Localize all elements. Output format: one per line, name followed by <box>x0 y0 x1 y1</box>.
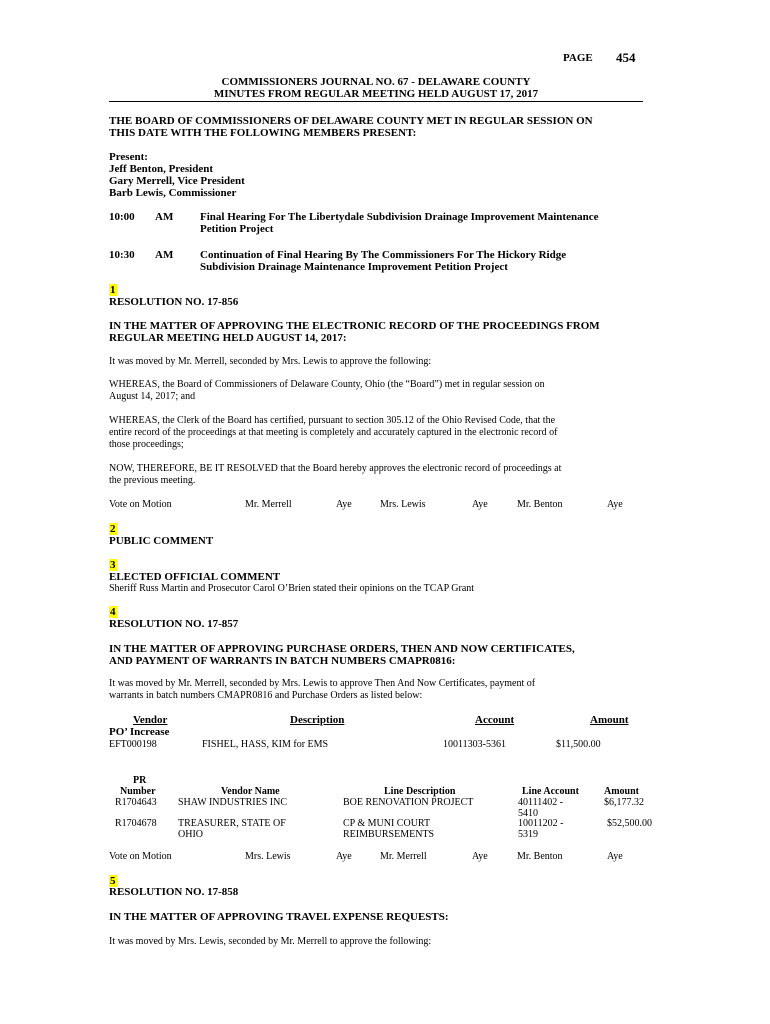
motion-text: It was moved by Mr. Merrell, seconded by Mrs. Lewis to approve the following: <box>109 356 432 367</box>
po-vendor: EFT000198 <box>109 739 157 750</box>
po-account: 10011303-5361 <box>443 739 506 750</box>
pr-amount: $52,500.00 <box>607 818 652 829</box>
minutes-title: MINUTES FROM REGULAR MEETING HELD AUGUST 17, 2017 <box>213 88 539 100</box>
agenda-item-line: Final Hearing For The Libertydale Subdivision Drainage Improvement Maintenance <box>200 211 599 223</box>
member-president: Jeff Benton, President <box>109 163 213 175</box>
resolution-title-line: IN THE MATTER OF APPROVING THE ELECTRONIC RECORD OF THE PROCEEDINGS FROM <box>109 320 600 332</box>
po-amount: $11,500.00 <box>556 739 601 750</box>
po-header-amount: Amount <box>590 714 629 726</box>
po-description: FISHEL, HASS, KIM for EMS <box>202 739 329 750</box>
voter-name: Mr. Merrell <box>380 851 427 862</box>
item-number-badge: 1 <box>110 284 116 296</box>
agenda-item-line: Continuation of Final Hearing By The Commissioners For The Hickory Ridge <box>200 249 567 261</box>
voter-name: Mrs. Lewis <box>380 499 426 510</box>
pr-line-account: 5410 <box>518 808 538 819</box>
resolution-title-line: AND PAYMENT OF WARRANTS IN BATCH NUMBERS CMAPR0816: <box>109 655 456 667</box>
item-number-badge: 4 <box>110 606 116 618</box>
resolved-line: NOW, THEREFORE, BE IT RESOLVED that the Board hereby approves the electronic record of proceedings at <box>109 463 562 474</box>
intro-line-1: THE BOARD OF COMMISSIONERS OF DELAWARE COUNTY MET IN REGULAR SESSION ON <box>109 115 593 127</box>
section-title: PUBLIC COMMENT <box>109 535 214 547</box>
item-number-badge: 5 <box>110 875 116 887</box>
whereas-line: WHEREAS, the Clerk of the Board has certified, pursuant to section 305.12 of the Ohio Revised Code, that the <box>109 415 556 426</box>
item-number-badge: 2 <box>110 523 116 535</box>
pr-header-number: Number <box>120 786 156 797</box>
resolved-line: the previous meeting. <box>109 475 196 486</box>
item-number-badge: 3 <box>110 559 116 571</box>
resolution-number: RESOLUTION NO. 17-858 <box>109 886 239 898</box>
pr-number: R1704643 <box>115 797 157 808</box>
comment-text: Sheriff Russ Martin and Prosecutor Carol O’Brien stated their opinions on the TCAP Grant <box>109 583 475 594</box>
whereas-line: August 14, 2017; and <box>109 391 196 402</box>
pr-amount: $6,177.32 <box>604 797 644 808</box>
po-header-vendor: Vendor <box>133 714 168 726</box>
resolution-title-line: IN THE MATTER OF APPROVING PURCHASE ORDERS, THEN AND NOW CERTIFICATES, <box>109 643 575 655</box>
agenda-ampm: AM <box>155 249 174 261</box>
present-label: Present: <box>109 151 148 163</box>
page-number: 454 <box>616 50 636 65</box>
vote-value: Aye <box>472 851 488 862</box>
voter-name: Mrs. Lewis <box>245 851 291 862</box>
pr-vendor: TREASURER, STATE OF <box>178 818 286 829</box>
voter-name: Mr. Benton <box>517 499 563 510</box>
vote-value: Aye <box>607 851 623 862</box>
po-header-account: Account <box>475 714 515 726</box>
member-vice-president: Gary Merrell, Vice President <box>109 175 245 187</box>
pr-line-account: 10011202 - <box>518 818 564 829</box>
header-divider <box>109 101 643 102</box>
pr-vendor: OHIO <box>178 829 203 840</box>
pr-line-description: CP & MUNI COURT <box>343 818 431 829</box>
resolution-title-line: IN THE MATTER OF APPROVING TRAVEL EXPENSE REQUESTS: <box>109 911 449 923</box>
vote-label: Vote on Motion <box>109 851 172 862</box>
voter-name: Mr. Merrell <box>245 499 292 510</box>
pr-line-description: REIMBURSEMENTS <box>343 829 435 840</box>
journal-title: COMMISSIONERS JOURNAL NO. 67 - DELAWARE COUNTY <box>221 76 531 88</box>
po-section-label: PO’ Increase <box>109 726 170 738</box>
section-title: ELECTED OFFICIAL COMMENT <box>109 571 281 583</box>
vote-value: Aye <box>607 499 623 510</box>
whereas-line: WHEREAS, the Board of Commissioners of Delaware County, Ohio (the “Board”) met in regular session on <box>109 379 545 390</box>
pr-line-account: 40111402 - <box>518 797 564 808</box>
voter-name: Mr. Benton <box>517 851 563 862</box>
whereas-line: those proceedings; <box>109 439 184 450</box>
resolution-title-line: REGULAR MEETING HELD AUGUST 14, 2017: <box>109 332 347 344</box>
vote-value: Aye <box>472 499 488 510</box>
member-commissioner: Barb Lewis, Commissioner <box>109 187 237 199</box>
agenda-item-line: Subdivision Drainage Maintenance Improvement Petition Project <box>200 261 508 273</box>
vote-value: Aye <box>336 851 352 862</box>
pr-number: R1704678 <box>115 818 157 829</box>
intro-line-2: THIS DATE WITH THE FOLLOWING MEMBERS PRESENT: <box>109 127 417 139</box>
vote-value: Aye <box>336 499 352 510</box>
agenda-time: 10:30 <box>109 249 135 261</box>
motion-text: It was moved by Mrs. Lewis, seconded by Mr. Merrell to approve the following: <box>109 936 432 947</box>
agenda-time: 10:00 <box>109 211 135 223</box>
pr-header-line-account: Line Account <box>522 786 579 797</box>
whereas-line: entire record of the proceedings at that meeting is completely and accurately captured in the electronic record of <box>109 427 558 438</box>
pr-header-amount: Amount <box>604 786 640 797</box>
vote-label: Vote on Motion <box>109 499 172 510</box>
pr-vendor: SHAW INDUSTRIES INC <box>178 797 288 808</box>
resolution-number: RESOLUTION NO. 17-856 <box>109 296 239 308</box>
motion-text: warrants in batch numbers CMAPR0816 and Purchase Orders as listed below: <box>109 690 423 701</box>
pr-header-line-description: Line Description <box>384 786 456 797</box>
pr-line-description: BOE RENOVATION PROJECT <box>343 797 474 808</box>
pr-header-vendor: Vendor Name <box>221 786 280 797</box>
agenda-item-line: Petition Project <box>200 223 274 235</box>
page-label: PAGE <box>563 52 593 64</box>
resolution-number: RESOLUTION NO. 17-857 <box>109 618 239 630</box>
pr-header-pr: PR <box>133 775 147 786</box>
pr-line-account: 5319 <box>518 829 538 840</box>
po-header-description: Description <box>290 714 345 726</box>
agenda-ampm: AM <box>155 211 174 223</box>
motion-text: It was moved by Mr. Merrell, seconded by Mrs. Lewis to approve Then And Now Certificates, payment of <box>109 678 536 689</box>
